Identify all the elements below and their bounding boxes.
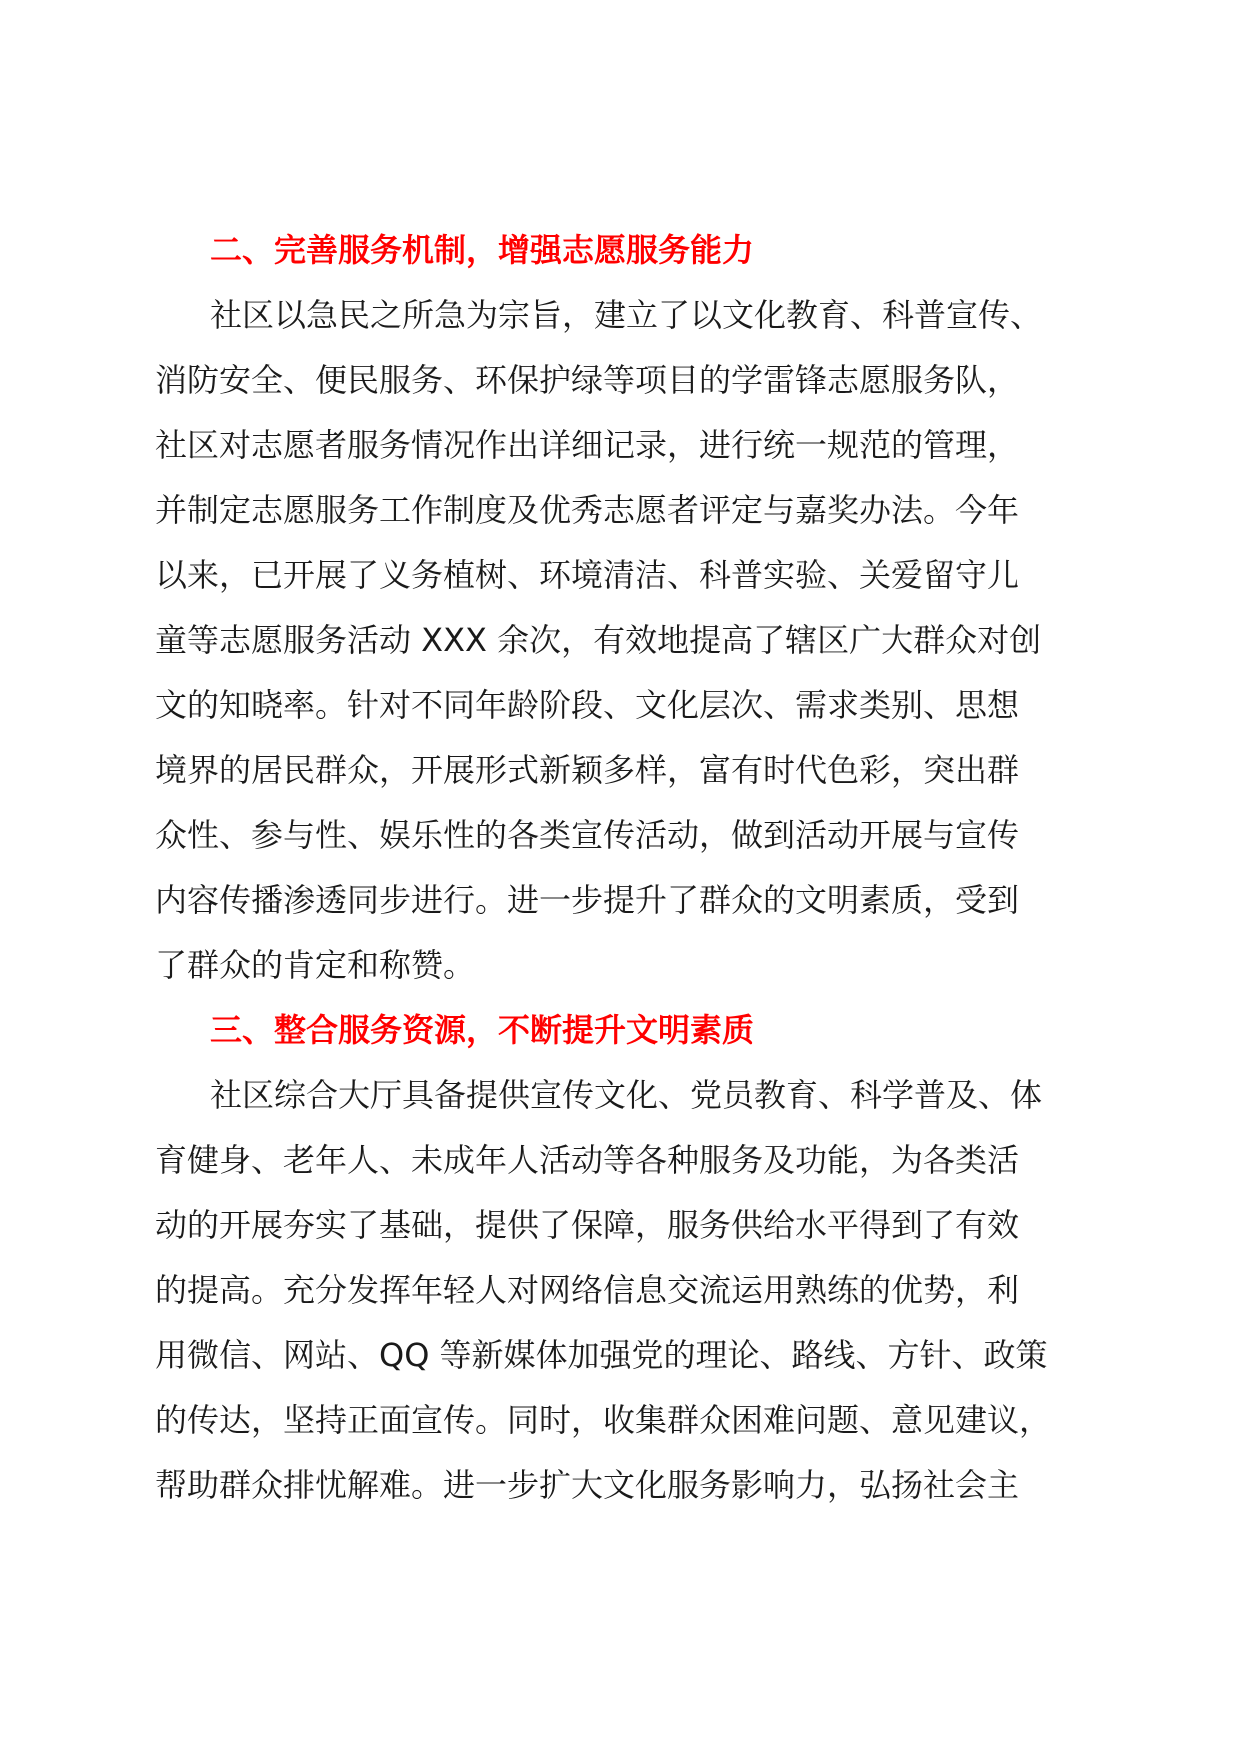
paragraph-line: 的提高。充分发挥年轻人对网络信息交流运用熟练的优势，利 xyxy=(155,1271,1020,1309)
paragraph-line: 帮助群众排忧解难。进一步扩大文化服务影响力，弘扬社会主 xyxy=(155,1466,1020,1504)
section-2-paragraph xyxy=(155,283,1080,998)
paragraph-line: 文的知晓率。针对不同年龄阶段、文化层次、需求类别、思想 xyxy=(155,686,1020,724)
paragraph-line: 境界的居民群众，开展形式新颖多样，富有时代色彩，突出群 xyxy=(155,751,1020,789)
paragraph-line: 了群众的肯定和称赞。 xyxy=(155,946,476,984)
paragraph-line: 以来，已开展了义务植树、环境清洁、科普实验、关爱留守儿 xyxy=(155,556,1020,594)
section-3-paragraph xyxy=(155,1063,1080,1518)
paragraph-line: 消防安全、便民服务、环保护绿等项目的学雷锋志愿服务队， xyxy=(155,361,1020,399)
section-3-heading: 三、整合服务资源，不断提升文明素质 xyxy=(210,1011,755,1049)
paragraph-line: 社区对志愿者服务情况作出详细记录，进行统一规范的管理， xyxy=(155,426,1020,464)
paragraph-line: 社区综合大厅具备提供宣传文化、党员教育、科学普及、体 xyxy=(210,1076,1043,1114)
document-body xyxy=(155,218,1080,1518)
paragraph-line: 社区以急民之所急为宗旨，建立了以文化教育、科普宣传、 xyxy=(210,296,1043,334)
paragraph-line: 用微信、网站、QQ 等新媒体加强党的理论、路线、方针、政策 xyxy=(155,1336,1048,1374)
paragraph-line: 动的开展夯实了基础，提供了保障，服务供给水平得到了有效 xyxy=(155,1206,1020,1244)
paragraph-line: 育健身、老年人、未成年人活动等各种服务及功能，为各类活 xyxy=(155,1141,1020,1179)
paragraph-line: 内容传播渗透同步进行。进一步提升了群众的文明素质，受到 xyxy=(155,881,1020,919)
paragraph-line: 众性、参与性、娱乐性的各类宣传活动，做到活动开展与宣传 xyxy=(155,816,1020,854)
paragraph-line: 童等志愿服务活动 XXX 余次，有效地提高了辖区广大群众对创 xyxy=(155,621,1042,659)
paragraph-line: 并制定志愿服务工作制度及优秀志愿者评定与嘉奖办法。今年 xyxy=(155,491,1020,529)
paragraph-line: 的传达，坚持正面宣传。同时，收集群众困难问题、意见建议， xyxy=(155,1401,1052,1439)
section-2-heading: 二、完善服务机制，增强志愿服务能力 xyxy=(210,231,755,269)
